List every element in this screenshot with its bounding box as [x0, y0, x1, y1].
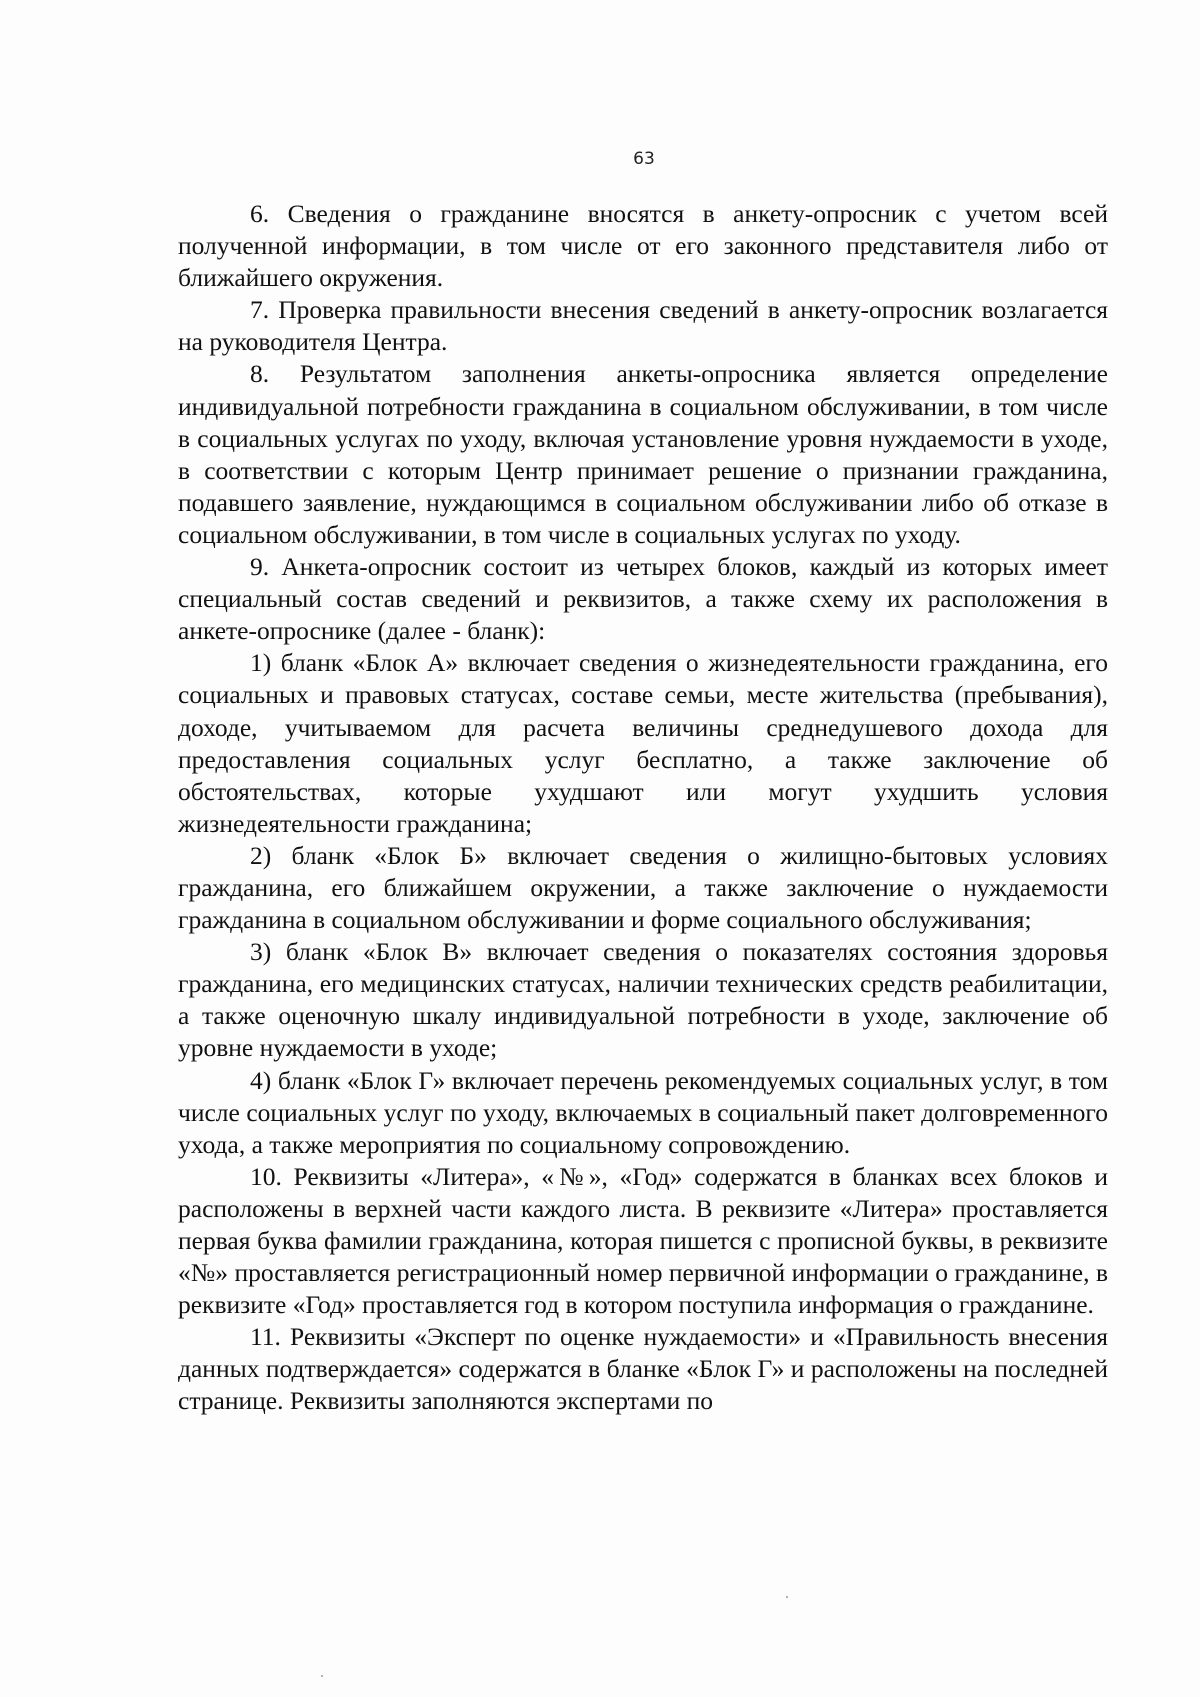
scan-speck	[321, 1675, 323, 1677]
list-item-block-g: 4) бланк «Блок Г» включает перечень рекомендуемых социальных услуг, в том числе социальных услуг по уходу, включаемых в социальный пакет долговременного ухода, а также мероприятия по социальному сопровождению.	[178, 1065, 1108, 1159]
paragraph-8: 8. Результатом заполнения анкеты-опросника является определение индивидуальной потребности гражданина в социальном обслуживании, в том числе в социальных услугах по уходу, включая установление уровня нуждаемости в уходе, в соответствии с которым Центр принимает решение о признании гражданина, подавшего заявление, нуждающимся в социальном обслуживании либо об отказе в социальном обслуживании, в том числе в социальных услугах по уходу.	[178, 359, 1108, 549]
paragraph-10: 10. Реквизиты «Литера», «№», «Год» содержатся в бланках всех блоков и расположены в верхней части каждого листа. В реквизите «Литера» проставляется первая буква фамилии гражданина, которая пишется с прописной буквы, в реквизите «№» проставляется регистрационный номер первичной информации о гражданине, в реквизите «Год» проставляется год в котором поступила информация о гражданине.	[178, 1161, 1108, 1320]
list-item-block-a: 1) бланк «Блок А» включает сведения о жизнедеятельности гражданина, его социальных и правовых статусах, составе семьи, месте жительства (пребывания), доходе, учитываемом для расчета величины среднедушевого дохода для предоставления социальных услуг бесплатно, а также заключение об обстоятельствах, которые ухудшают или могут ухудшить условия жизнедеятельности гражданина;	[178, 648, 1108, 838]
list-item-block-b: 2) бланк «Блок Б» включает сведения о жилищно-бытовых условиях гражданина, его ближайшем окружении, а также заключение о нуждаемости гражданина в социальном обслуживании и форме социального обслуживания;	[178, 840, 1108, 935]
document-body	[178, 198, 1108, 1418]
paragraph-6: 6. Сведения о гражданине вносятся в анкету-опросник с учетом всей полученной информации, в том числе от его законного представителя либо от ближайшего окружения.	[178, 199, 1108, 293]
scan-speck	[786, 1596, 788, 1598]
paragraph-7: 7. Проверка правильности внесения сведений в анкету-опросник возлагается на руководителя Центра.	[178, 295, 1108, 357]
page-number: 63	[633, 149, 655, 169]
paragraph-11: 11. Реквизиты «Эксперт по оценке нуждаемости» и «Правильность внесения данных подтверждается» содержатся в бланке «Блок Г» и расположены на последней странице. Реквизиты заполняются экспертами по	[178, 1322, 1108, 1416]
paragraph-9: 9. Анкета-опросник состоит из четырех блоков, каждый из которых имеет специальный состав сведений и реквизитов, а также схему их расположения в анкете-опроснике (далее - бланк):	[178, 552, 1108, 646]
list-item-block-v: 3) бланк «Блок В» включает сведения о показателях состояния здоровья гражданина, его медицинских статусах, наличии технических средств реабилитации, а также оценочную шкалу индивидуальной потребности в уходе, заключение об уровне нуждаемости в уходе;	[178, 937, 1108, 1063]
